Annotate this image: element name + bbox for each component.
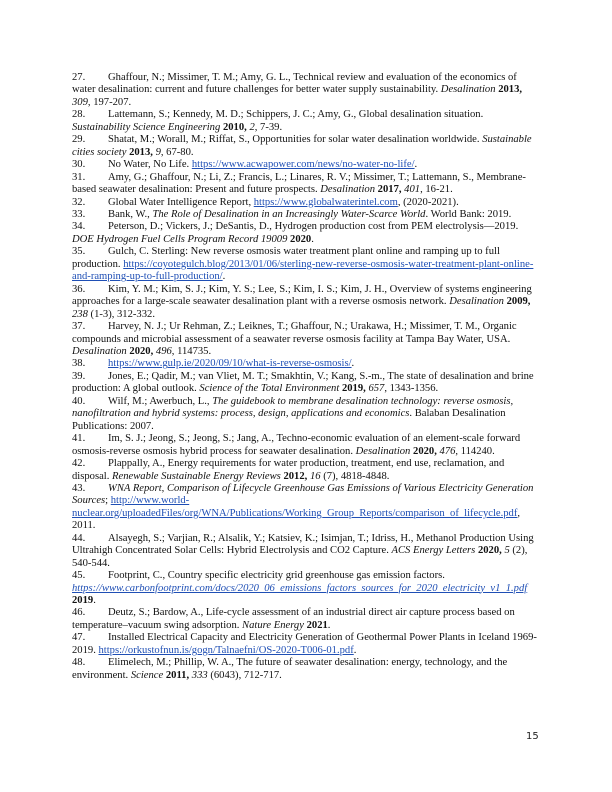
reference-number: 39. [72, 370, 86, 382]
reference-number: 40. [72, 395, 86, 407]
reference-text: Im, S. J.; Jeong, S.; Jeong, S.; Jang, A., Techno-economic evaluation of an element-scale forward osmosis-reverse osmosis hybrid process for seawater desalination. Desalination 2020, 476, 114240. [72, 433, 521, 457]
reference-item [72, 197, 542, 209]
reference-number: 28. [72, 109, 86, 121]
reference-text: Amy, G.; Ghaffour, N.; Li, Z.; Francis, L.; Linares, R. V.; Missimer, T.; Lattemann, S., Membrane-based seawater desalination: Present and future prospects. Desalination 2017, 401, 16-21. [72, 171, 526, 196]
reference-text: Alsayegh, S.; Varjian, R.; Alsalik, Y.; Katsiev, K.; Isimjan, T.; Idriss, H., Methanol Production Using Ultrahigh Concentrated Solar Cells: Hybrid Electrolysis and CO2 Capture. ACS Energy Letters 2020, 5 (2), 540-544. [72, 532, 534, 569]
reference-item [72, 458, 542, 483]
reference-link[interactable]: https://orkustofnun.is/gogn/Talnaefni/OS-2020-T006-01.pdf [98, 644, 354, 656]
reference-text: Deutz, S.; Bardow, A., Life-cycle assessment of an industrial direct air capture process based on temperature–vacuum swing adsorption. Nature Energy 2021. [72, 607, 515, 631]
reference-number: 42. [72, 458, 86, 470]
reference-item [72, 371, 542, 396]
reference-text: WNA Report, Comparison of Lifecycle Greenhouse Gas Emissions of Various Electricity Generation Sources; http://www.world-nuclear.org/uploadedFiles/org/WNA/Publications/Working_Group_Reports/comparison_of_lifecycle.pdf, 2011. [72, 482, 534, 532]
reference-text: Harvey, N. J.; Ur Rehman, Z.; Leiknes, T.; Ghaffour, N.; Urakawa, H.; Missimer, T. M., Organic compounds and microbial assessment of a seawater reverse osmosis facility at Tampa Bay Water, USA. Desalination 2020, 496, 114735. [72, 321, 517, 357]
reference-text: Elimelech, M.; Phillip, W. A., The future of seawater desalination: energy, technology, and the environment. Science 2011, 333 (6043), 712-717. [72, 657, 508, 681]
reference-item [72, 109, 542, 134]
reference-number: 38. [72, 358, 86, 370]
reference-text: Wilf, M.; Awerbuch, L., The guidebook to membrane desalination technology: reverse osmosis, nanofiltration and hybrid systems: process, design, applications and economics. Balaban Desalination Publications: 2007. [72, 395, 514, 432]
reference-number: 47. [72, 632, 86, 644]
reference-item [72, 209, 542, 221]
reference-link[interactable]: http://www.world-nuclear.org/uploadedFiles/org/WNA/Publications/Working_Group_Reports/comparison_of_lifecycle.pdf [72, 495, 518, 519]
reference-item [72, 221, 542, 246]
reference-item [72, 172, 542, 197]
reference-text: No Water, No Life. https://www.acwapower.com/news/no-water-no-life/. [108, 159, 418, 171]
reference-number: 43. [72, 482, 86, 494]
reference-number: 27. [72, 72, 86, 83]
reference-item [72, 657, 542, 682]
reference-number: 45. [72, 570, 86, 582]
reference-text: https://www.gulp.ie/2020/09/10/what-is-reverse-osmosis/. [108, 358, 355, 370]
reference-text: Jones, E.; Qadir, M.; van Vliet, M. T.; Smakhtin, V.; Kang, S.-m., The state of desalination and brine production: A global outlook. Science of the Total Environment 2019, 657, 1343-1356. [72, 370, 534, 395]
reference-number: 29. [72, 134, 86, 146]
reference-item [72, 284, 542, 321]
reference-number: 48. [72, 657, 86, 669]
reference-item [72, 433, 542, 458]
reference-number: 46. [72, 607, 86, 619]
reference-item [72, 570, 542, 607]
reference-text: Ghaffour, N.; Missimer, T. M.; Amy, G. L., Technical review and evaluation of the economics of water desalination: current and future challenges for better water supply sustainability. Desalination 2013, 309, 197-207. [72, 72, 523, 108]
reference-link[interactable]: https://www.carbonfootprint.com/docs/2020_06_emissions_factors_sources_for_2020_electricity_v1_1.pdf [72, 582, 528, 594]
reference-item [72, 396, 542, 433]
reference-link[interactable]: https://www.gulp.ie/2020/09/10/what-is-reverse-osmosis/ [108, 358, 352, 370]
reference-number: 33. [72, 208, 86, 220]
reference-text: Installed Electrical Capacity and Electricity Generation of Geothermal Power Plants in Iceland 1969-2019. https://orkustofnun.is/gogn/Talnaefni/OS-2020-T006-01.pdf. [72, 632, 537, 656]
reference-item [72, 246, 542, 283]
page-number: 15 [526, 731, 539, 742]
reference-text: Plappally, A., Energy requirements for water production, treatment, end use, reclamation, and disposal. Renewable Sustainable Energy Reviews 2012, 16 (7), 4818-4848. [72, 458, 505, 482]
reference-item [72, 159, 542, 171]
reference-item [72, 72, 542, 109]
reference-text: Global Water Intelligence Report, https://www.globalwaterintel.com, (2020-2021). [108, 196, 459, 208]
reference-item [72, 483, 542, 533]
reference-text: Kim, Y. M.; Kim, S. J.; Kim, Y. S.; Lee, S.; Kim, I. S.; Kim, J. H., Overview of systems engineering approaches for a large-scale seawater desalination plant with a reverse osmosis network. Desalination 2009, 238 (1-3), 312-332. [72, 283, 532, 320]
reference-number: 32. [72, 196, 86, 208]
reference-item [72, 607, 542, 632]
reference-item [72, 134, 542, 159]
reference-text: Peterson, D.; Vickers, J.; DeSantis, D., Hydrogen production cost from PEM electrolysis—2019. DOE Hydrogen Fuel Cells Program Record 19009 2020. [72, 221, 519, 245]
reference-number: 41. [72, 433, 86, 445]
reference-item [72, 632, 542, 657]
reference-text: Shatat, M.; Worall, M.; Riffat, S., Opportunities for solar water desalination worldwide. Sustainable cities society 2013, 9, 67-80. [72, 134, 532, 158]
reference-text: Footprint, C., Country specific electricity grid greenhouse gas emission factors. https://www.carbonfootprint.com/docs/2020_06_emissions_factors_sources_for_2020_electricity_v1_1.pdf 2019. [72, 570, 528, 607]
reference-number: 37. [72, 321, 86, 333]
reference-number: 30. [72, 159, 86, 171]
reference-item [72, 321, 542, 358]
reference-text: Gulch, C. Sterling: New reverse osmosis water treatment plant online and ramping up to full production. https://coyotegulch.blog/2013/01/06/sterling-new-reverse-osmosis-water-treatment-plant-online-and-ramping-up-to-full-production/. [72, 246, 534, 283]
reference-number: 34. [72, 221, 86, 233]
reference-number: 31. [72, 171, 86, 183]
reference-list [72, 72, 542, 682]
reference-item [72, 358, 542, 370]
reference-number: 44. [72, 532, 86, 544]
reference-number: 36. [72, 283, 86, 295]
reference-item [72, 533, 542, 570]
reference-link[interactable]: https://coyotegulch.blog/2013/01/06/sterling-new-reverse-osmosis-water-treatment-plant-online-and-ramping-up-to-full-production/ [72, 258, 534, 283]
reference-text: Bank, W., The Role of Desalination in an Increasingly Water-Scarce World. World Bank: 2019. [108, 208, 512, 220]
reference-link[interactable]: https://www.acwapower.com/news/no-water-no-life/ [191, 159, 415, 171]
reference-number: 35. [72, 246, 86, 258]
reference-text: Lattemann, S.; Kennedy, M. D.; Schippers, J. C.; Amy, G., Global desalination situation. Sustainability Science Engineering 2010, 2, 7-39. [72, 109, 484, 133]
reference-link[interactable]: https://www.globalwaterintel.com [253, 196, 398, 208]
